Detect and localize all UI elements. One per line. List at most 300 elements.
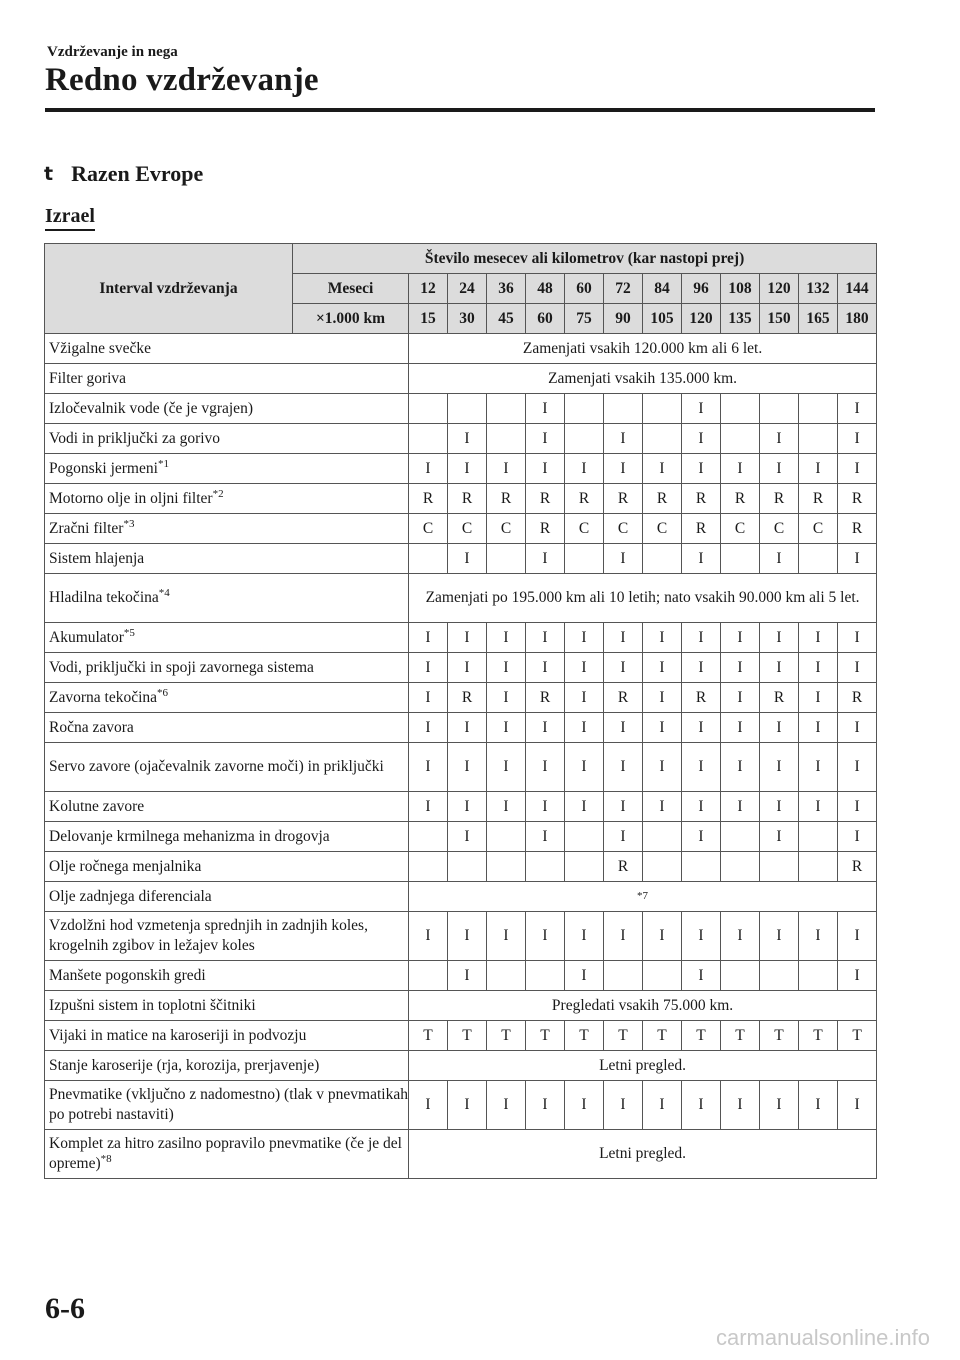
item-label: Vijaki in matice na karoseriji in podvozju	[49, 1026, 307, 1044]
schedule-cell: T	[409, 1021, 448, 1051]
schedule-cell: R	[838, 514, 877, 544]
schedule-cell	[721, 424, 760, 454]
schedule-cell: I	[487, 653, 526, 683]
item-label: Olje zadnjega diferenciala	[49, 887, 212, 905]
schedule-cell	[565, 394, 604, 424]
schedule-cell: I	[565, 912, 604, 961]
table-row	[45, 514, 877, 544]
schedule-cell: I	[838, 424, 877, 454]
schedule-cell: I	[604, 623, 643, 653]
schedule-cell: I	[838, 743, 877, 792]
schedule-cell: I	[448, 623, 487, 653]
item-cell	[45, 1081, 409, 1130]
months-cell: 48	[526, 274, 565, 304]
item-label: Komplet za hitro zasilno popravilo pnevmatike (če je del opreme)	[49, 1135, 402, 1172]
schedule-cell: I	[838, 822, 877, 852]
page-title: Redno vzdrževanje	[45, 62, 319, 98]
schedule-cell	[409, 394, 448, 424]
item-label: Pnevmatike (vključno z nadomestno) (tlak v pnevmatikah po potrebi nastaviti)	[49, 1086, 408, 1123]
schedule-cell	[643, 822, 682, 852]
schedule-cell: I	[721, 713, 760, 743]
item-label: Manšete pogonskih gredi	[49, 966, 206, 984]
table-row	[45, 484, 877, 514]
schedule-cell: I	[448, 912, 487, 961]
schedule-cell	[682, 852, 721, 882]
schedule-cell	[448, 394, 487, 424]
footnote-ref: *8	[100, 1152, 112, 1165]
schedule-cell: I	[643, 713, 682, 743]
schedule-cell	[799, 822, 838, 852]
schedule-cell: I	[643, 912, 682, 961]
table-row	[45, 683, 877, 713]
schedule-cell	[409, 961, 448, 991]
schedule-cell: R	[526, 484, 565, 514]
km-cell: 30	[448, 304, 487, 334]
schedule-cell	[799, 394, 838, 424]
item-cell	[45, 544, 409, 574]
schedule-cell	[604, 394, 643, 424]
schedule-cell: I	[643, 653, 682, 683]
schedule-cell: I	[682, 912, 721, 961]
title-rule	[45, 108, 875, 112]
table-row	[45, 882, 877, 912]
item-cell	[45, 394, 409, 424]
item-label: Vžigalne svečke	[49, 339, 151, 357]
item-cell	[45, 454, 409, 484]
schedule-cell: I	[760, 424, 799, 454]
schedule-cell: I	[682, 713, 721, 743]
schedule-cell: I	[643, 743, 682, 792]
schedule-cell: R	[604, 852, 643, 882]
table-row	[45, 544, 877, 574]
item-cell	[45, 424, 409, 454]
schedule-cell: I	[448, 653, 487, 683]
km-cell: 45	[487, 304, 526, 334]
schedule-cell: C	[721, 514, 760, 544]
schedule-cell: I	[838, 653, 877, 683]
interval-text-cell	[409, 1051, 877, 1081]
table-row	[45, 961, 877, 991]
interval-text-cell	[409, 1130, 877, 1179]
schedule-cell: I	[487, 454, 526, 484]
schedule-cell: I	[604, 544, 643, 574]
schedule-cell: I	[409, 1081, 448, 1130]
schedule-cell: I	[760, 822, 799, 852]
schedule-cell: I	[487, 1081, 526, 1130]
schedule-cell	[643, 544, 682, 574]
schedule-cell: I	[799, 683, 838, 713]
schedule-cell: I	[565, 743, 604, 792]
schedule-cell: R	[838, 852, 877, 882]
schedule-cell: I	[565, 961, 604, 991]
schedule-cell: I	[409, 683, 448, 713]
schedule-cell: I	[487, 743, 526, 792]
schedule-cell: I	[448, 454, 487, 484]
schedule-cell: I	[448, 792, 487, 822]
page-number: 6-6	[45, 1292, 85, 1325]
schedule-cell: I	[526, 544, 565, 574]
schedule-cell: R	[682, 514, 721, 544]
schedule-cell: I	[487, 713, 526, 743]
schedule-cell: C	[604, 514, 643, 544]
schedule-cell	[721, 822, 760, 852]
table-row	[45, 852, 877, 882]
schedule-cell: I	[799, 743, 838, 792]
schedule-cell	[799, 852, 838, 882]
item-label: Ročna zavora	[49, 718, 134, 736]
schedule-cell	[565, 544, 604, 574]
footnote-ref: *5	[123, 626, 135, 639]
schedule-cell	[604, 961, 643, 991]
maintenance-schedule-table	[44, 243, 877, 1179]
schedule-cell: C	[487, 514, 526, 544]
item-label: Delovanje krmilnega mehanizma in drogovja	[49, 827, 330, 845]
item-cell	[45, 852, 409, 882]
interval-text: Pregledati vsakih 75.000 km.	[551, 996, 734, 1014]
schedule-cell: I	[760, 792, 799, 822]
item-label: Olje ročnega menjalnika	[49, 857, 202, 875]
schedule-cell: I	[526, 713, 565, 743]
table-row	[45, 653, 877, 683]
item-cell	[45, 574, 409, 623]
months-cell: 72	[604, 274, 643, 304]
item-cell	[45, 743, 409, 792]
schedule-cell: R	[760, 683, 799, 713]
schedule-cell: I	[682, 822, 721, 852]
schedule-cell: I	[448, 713, 487, 743]
schedule-cell: I	[604, 1081, 643, 1130]
schedule-cell	[760, 852, 799, 882]
schedule-cell: I	[409, 912, 448, 961]
schedule-cell: I	[838, 454, 877, 484]
schedule-cell: I	[682, 653, 721, 683]
schedule-cell: T	[487, 1021, 526, 1051]
schedule-cell: I	[760, 653, 799, 683]
km-cell: 150	[760, 304, 799, 334]
item-label: Vzdolžni hod vzmetenja sprednjih in zadnjih koles, krogelnih zgibov in ležajev koles	[49, 917, 368, 954]
schedule-cell: I	[448, 1081, 487, 1130]
item-cell	[45, 792, 409, 822]
footnote-ref: *7	[637, 889, 649, 902]
table-row	[45, 743, 877, 792]
item-cell	[45, 961, 409, 991]
interval-text: Zamenjati po 195.000 km ali 10 letih; nato vsakih 90.000 km ali 5 let.	[425, 589, 860, 606]
schedule-cell: I	[721, 1081, 760, 1130]
schedule-cell: R	[409, 484, 448, 514]
item-cell	[45, 653, 409, 683]
schedule-cell: I	[760, 1081, 799, 1130]
schedule-cell: I	[721, 653, 760, 683]
schedule-cell: R	[838, 683, 877, 713]
schedule-cell: I	[838, 394, 877, 424]
schedule-cell	[565, 424, 604, 454]
schedule-cell	[760, 394, 799, 424]
schedule-cell: T	[682, 1021, 721, 1051]
km-cell: 180	[838, 304, 877, 334]
schedule-cell: I	[838, 1081, 877, 1130]
schedule-cell: I	[409, 792, 448, 822]
km-cell: 105	[643, 304, 682, 334]
schedule-cell: C	[409, 514, 448, 544]
schedule-cell: R	[799, 484, 838, 514]
schedule-cell: I	[643, 454, 682, 484]
schedule-cell: I	[799, 792, 838, 822]
schedule-cell: I	[760, 544, 799, 574]
schedule-cell: T	[721, 1021, 760, 1051]
table-row	[45, 1130, 877, 1179]
schedule-cell: I	[721, 623, 760, 653]
schedule-cell: I	[682, 792, 721, 822]
schedule-cell	[487, 822, 526, 852]
schedule-cell: I	[682, 623, 721, 653]
schedule-cell: R	[448, 484, 487, 514]
schedule-cell: I	[526, 623, 565, 653]
schedule-cell: I	[526, 454, 565, 484]
item-cell	[45, 882, 409, 912]
schedule-cell: I	[448, 822, 487, 852]
table-row	[45, 1051, 877, 1081]
schedule-cell: I	[487, 912, 526, 961]
km-cell: 90	[604, 304, 643, 334]
schedule-cell: R	[448, 683, 487, 713]
item-label: Akumulator	[49, 628, 124, 646]
item-cell	[45, 991, 409, 1021]
footnote-ref: *4	[158, 586, 170, 599]
table-row	[45, 912, 877, 961]
months-label: Meseci	[293, 274, 409, 304]
km-cell: 60	[526, 304, 565, 334]
schedule-cell	[643, 961, 682, 991]
item-label: Izločevalnik vode (če je vgrajen)	[49, 399, 253, 417]
item-cell	[45, 912, 409, 961]
schedule-cell: I	[760, 912, 799, 961]
schedule-cell: I	[721, 454, 760, 484]
schedule-cell: T	[838, 1021, 877, 1051]
schedule-cell	[487, 424, 526, 454]
bullet-icon: t	[44, 163, 54, 185]
schedule-cell: I	[838, 713, 877, 743]
footnote-ref: *6	[157, 686, 169, 699]
schedule-cell: I	[565, 653, 604, 683]
months-cell: 36	[487, 274, 526, 304]
footnote-ref: *2	[212, 487, 224, 500]
schedule-cell: R	[526, 683, 565, 713]
interval-text: Letni pregled.	[599, 1145, 687, 1162]
table-row	[45, 623, 877, 653]
table-row	[45, 394, 877, 424]
schedule-cell: R	[682, 484, 721, 514]
schedule-cell: C	[643, 514, 682, 544]
schedule-cell	[526, 852, 565, 882]
schedule-cell: I	[760, 743, 799, 792]
schedule-cell: I	[682, 743, 721, 792]
item-label: Servo zavore (ojačevalnik zavorne moči) in priključki	[49, 758, 384, 775]
schedule-cell	[565, 822, 604, 852]
schedule-cell: I	[487, 683, 526, 713]
schedule-cell	[643, 424, 682, 454]
schedule-cell	[526, 961, 565, 991]
period-header: Število mesecev ali kilometrov (kar nastopi prej)	[293, 244, 877, 274]
schedule-cell	[721, 544, 760, 574]
schedule-cell: I	[409, 653, 448, 683]
schedule-cell: I	[799, 912, 838, 961]
interval-text: Letni pregled.	[599, 1056, 687, 1074]
schedule-cell: R	[760, 484, 799, 514]
table-row	[45, 424, 877, 454]
schedule-cell: I	[604, 454, 643, 484]
schedule-cell: I	[721, 912, 760, 961]
schedule-cell: I	[760, 623, 799, 653]
schedule-cell: T	[448, 1021, 487, 1051]
item-label: Sistem hlajenja	[49, 549, 145, 567]
item-label: Motorno olje in oljni filter	[49, 489, 213, 507]
schedule-cell: I	[799, 1081, 838, 1130]
schedule-cell: T	[760, 1021, 799, 1051]
schedule-cell: T	[604, 1021, 643, 1051]
table-row	[45, 991, 877, 1021]
schedule-cell	[721, 852, 760, 882]
months-cell: 108	[721, 274, 760, 304]
schedule-cell	[409, 822, 448, 852]
schedule-cell: I	[604, 713, 643, 743]
sub-heading-text: Razen Evrope	[71, 161, 204, 186]
schedule-cell: R	[604, 683, 643, 713]
schedule-cell: I	[565, 792, 604, 822]
item-label: Vodi, priključki in spoji zavornega sistema	[49, 658, 314, 676]
schedule-cell	[565, 852, 604, 882]
schedule-cell	[643, 852, 682, 882]
months-cell: 132	[799, 274, 838, 304]
schedule-cell: I	[487, 792, 526, 822]
interval-text-cell	[409, 574, 877, 623]
schedule-cell: I	[604, 822, 643, 852]
schedule-cell: I	[760, 454, 799, 484]
schedule-cell	[721, 394, 760, 424]
schedule-cell: I	[565, 713, 604, 743]
schedule-cell: I	[760, 713, 799, 743]
schedule-cell: I	[565, 623, 604, 653]
schedule-cell: I	[604, 424, 643, 454]
schedule-cell	[643, 394, 682, 424]
schedule-cell: R	[565, 484, 604, 514]
km-cell: 120	[682, 304, 721, 334]
schedule-cell: R	[838, 484, 877, 514]
schedule-cell: R	[526, 514, 565, 544]
item-cell	[45, 1130, 409, 1179]
months-cell: 120	[760, 274, 799, 304]
schedule-cell: I	[643, 1081, 682, 1130]
schedule-cell	[799, 544, 838, 574]
footnote-ref: *3	[123, 517, 135, 530]
item-cell	[45, 713, 409, 743]
schedule-cell: I	[799, 653, 838, 683]
item-label: Kolutne zavore	[49, 797, 145, 815]
schedule-cell	[487, 394, 526, 424]
table-row	[45, 792, 877, 822]
schedule-cell: I	[409, 743, 448, 792]
km-cell: 75	[565, 304, 604, 334]
schedule-cell: I	[838, 792, 877, 822]
schedule-cell: I	[409, 623, 448, 653]
schedule-cell: T	[799, 1021, 838, 1051]
item-cell	[45, 623, 409, 653]
table-row	[45, 713, 877, 743]
table-row	[45, 822, 877, 852]
months-cell: 12	[409, 274, 448, 304]
schedule-cell: I	[604, 792, 643, 822]
schedule-cell: I	[838, 912, 877, 961]
schedule-cell	[487, 961, 526, 991]
footnote-ref: *1	[157, 457, 169, 470]
schedule-cell: T	[643, 1021, 682, 1051]
item-label: Hladilna tekočina	[49, 589, 159, 606]
schedule-cell: R	[682, 683, 721, 713]
schedule-cell	[409, 852, 448, 882]
months-cell: 60	[565, 274, 604, 304]
schedule-cell	[760, 961, 799, 991]
watermark: carmanualsonline.info	[715, 1325, 930, 1350]
schedule-cell	[721, 961, 760, 991]
item-cell	[45, 1051, 409, 1081]
table-row	[45, 334, 877, 364]
item-label: Zavorna tekočina	[49, 688, 158, 706]
schedule-cell: I	[526, 653, 565, 683]
schedule-cell: T	[526, 1021, 565, 1051]
schedule-cell	[799, 961, 838, 991]
schedule-cell: I	[799, 454, 838, 484]
schedule-cell: C	[448, 514, 487, 544]
months-cell: 96	[682, 274, 721, 304]
interval-text: Zamenjati vsakih 135.000 km.	[548, 369, 738, 387]
schedule-cell: C	[565, 514, 604, 544]
item-label: Filter goriva	[49, 369, 127, 387]
schedule-cell: I	[682, 424, 721, 454]
schedule-cell: I	[526, 394, 565, 424]
item-cell	[45, 364, 409, 394]
sub-heading	[44, 161, 203, 187]
schedule-cell: I	[448, 424, 487, 454]
schedule-cell: T	[565, 1021, 604, 1051]
schedule-cell: I	[643, 792, 682, 822]
schedule-cell	[799, 424, 838, 454]
schedule-cell: I	[682, 961, 721, 991]
item-cell	[45, 683, 409, 713]
schedule-cell	[487, 852, 526, 882]
region-label: Izrael	[45, 205, 95, 231]
schedule-cell: I	[838, 544, 877, 574]
item-cell	[45, 484, 409, 514]
schedule-cell	[409, 424, 448, 454]
interval-text-cell	[409, 991, 877, 1021]
interval-text-cell	[409, 882, 877, 912]
schedule-cell: I	[721, 743, 760, 792]
item-label: Stanje karoserije (rja, korozija, prerjavenje)	[49, 1056, 320, 1074]
schedule-cell: R	[721, 484, 760, 514]
table-row	[45, 1081, 877, 1130]
item-cell	[45, 1021, 409, 1051]
km-cell: 165	[799, 304, 838, 334]
schedule-cell: I	[526, 792, 565, 822]
schedule-cell: I	[565, 1081, 604, 1130]
schedule-cell: I	[526, 424, 565, 454]
item-cell	[45, 334, 409, 364]
schedule-cell: I	[682, 394, 721, 424]
item-label: Pogonski jermeni	[49, 459, 158, 477]
schedule-cell: I	[682, 544, 721, 574]
schedule-cell: I	[643, 623, 682, 653]
schedule-cell: C	[799, 514, 838, 544]
schedule-cell	[409, 544, 448, 574]
